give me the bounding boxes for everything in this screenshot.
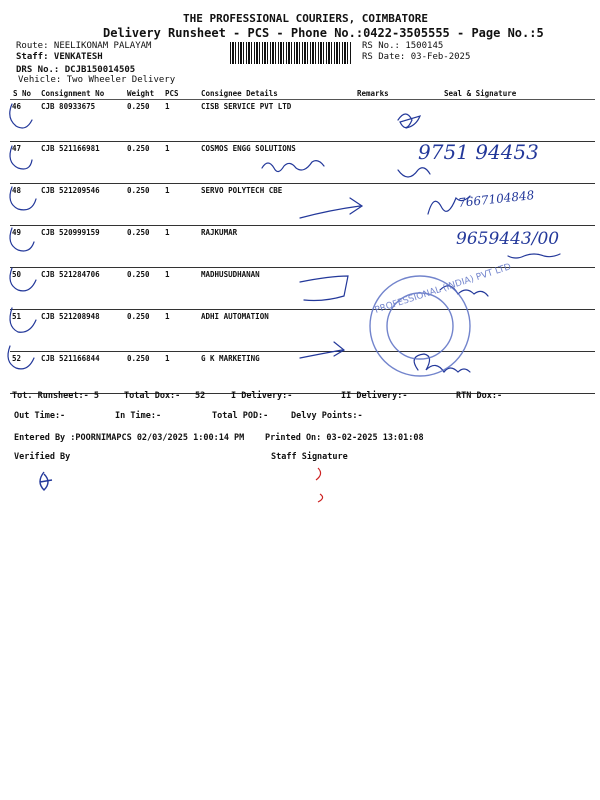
drs-number: DRS No.: DCJB150014505 bbox=[16, 65, 136, 75]
staff-signature-label: Staff Signature bbox=[271, 452, 348, 462]
handwritten-phone: 7667104848 bbox=[457, 188, 535, 210]
row-pcs: 1 bbox=[162, 184, 198, 226]
rtn-dox: RTN Dox:- bbox=[456, 391, 503, 401]
table-row bbox=[10, 268, 595, 310]
row-weight: 0.250 bbox=[124, 268, 162, 310]
staff-signature-mark bbox=[316, 468, 323, 502]
total-dox-value: 52 bbox=[195, 391, 206, 401]
company-title: THE PROFESSIONAL COURIERS, COIMBATORE bbox=[183, 12, 429, 25]
row-sno: 48 bbox=[10, 184, 38, 226]
row-sno: 52 bbox=[10, 352, 38, 394]
row-pcs: 1 bbox=[162, 352, 198, 394]
stamp-text: PROFESSIONAL (INDIA) PVT LTD bbox=[373, 262, 513, 316]
row-consignee: ADHI AUTOMATION bbox=[198, 310, 354, 352]
col-pcs: PCS bbox=[162, 88, 198, 100]
row-pcs: 1 bbox=[162, 100, 198, 142]
row-sno: 50 bbox=[10, 268, 38, 310]
row-consignee: MADHUSUDHANAN bbox=[198, 268, 354, 310]
printed-on: Printed On: 03-02-2025 13:01:08 bbox=[265, 433, 424, 443]
row-consignee: COSMOS ENGG SOLUTIONS bbox=[198, 142, 354, 184]
ii-delivery: II Delivery:- bbox=[341, 391, 408, 401]
row-consignment: CJB 80933675 bbox=[38, 100, 124, 142]
col-consignee: Consignee Details bbox=[198, 88, 354, 100]
tot-runsheet: Tot. Runsheet:- 5 bbox=[12, 391, 99, 401]
row-consignment: CJB 521166844 bbox=[38, 352, 124, 394]
staff-label: Staff: VENKATESH bbox=[16, 52, 103, 62]
row-sno: 51 bbox=[10, 310, 38, 352]
row-consignee: G K MARKETING bbox=[198, 352, 354, 394]
barcode bbox=[230, 42, 352, 64]
row-remarks bbox=[354, 268, 416, 310]
row-weight: 0.250 bbox=[124, 226, 162, 268]
route-label: Route: NEELIKONAM PALAYAM bbox=[16, 41, 152, 51]
row-consignee: CISB SERVICE PVT LTD bbox=[198, 100, 354, 142]
row-pcs: 1 bbox=[162, 142, 198, 184]
row-weight: 0.250 bbox=[124, 352, 162, 394]
vehicle-label: Vehicle: Two Wheeler Delivery bbox=[18, 75, 176, 85]
table-row bbox=[10, 100, 595, 142]
handwritten-phone: 9659443/00 bbox=[456, 229, 560, 249]
col-remarks: Remarks bbox=[354, 88, 416, 100]
verified-by: Verified By bbox=[14, 452, 71, 462]
rs-date: RS Date: 03-Feb-2025 bbox=[362, 52, 471, 62]
delvy-points: Delvy Points:- bbox=[291, 411, 363, 421]
entered-by: Entered By :POORNIMAPCS 02/03/2025 1:00:14 PM bbox=[14, 433, 245, 443]
row-signature bbox=[416, 268, 595, 310]
table-header-row bbox=[10, 88, 595, 100]
row-consignment: CJB 521166981 bbox=[38, 142, 124, 184]
row-remarks bbox=[354, 142, 416, 184]
row-sno: 47 bbox=[10, 142, 38, 184]
row-sno: 49 bbox=[10, 226, 38, 268]
out-time: Out Time:- bbox=[14, 411, 66, 421]
row-consignee: RAJKUMAR bbox=[198, 226, 354, 268]
col-seal-signature: Seal & Signature bbox=[416, 88, 595, 100]
row-consignment: CJB 521208948 bbox=[38, 310, 124, 352]
row-consignee: SERVO POLYTECH CBE bbox=[198, 184, 354, 226]
col-sno: S No bbox=[10, 88, 38, 100]
row-weight: 0.250 bbox=[124, 142, 162, 184]
row-remarks bbox=[354, 226, 416, 268]
row-remarks bbox=[354, 352, 416, 394]
row-remarks bbox=[354, 184, 416, 226]
table-row bbox=[10, 310, 595, 352]
rs-number: RS No.: 1500145 bbox=[362, 41, 444, 51]
footer-ink bbox=[0, 460, 600, 520]
col-consignment: Consignment No bbox=[38, 88, 124, 100]
runsheet-subtitle: Delivery Runsheet - PCS - Phone No.:0422-3505555 - Page No.:5 bbox=[103, 26, 544, 40]
row-weight: 0.250 bbox=[124, 100, 162, 142]
row-sno: 46 bbox=[10, 100, 38, 142]
verifier-signature bbox=[40, 472, 52, 490]
i-delivery: I Delivery:- bbox=[231, 391, 293, 401]
row-pcs: 1 bbox=[162, 226, 198, 268]
row-signature bbox=[416, 100, 595, 142]
row-remarks bbox=[354, 310, 416, 352]
row-pcs: 1 bbox=[162, 268, 198, 310]
row-consignment: CJB 520999159 bbox=[38, 226, 124, 268]
row-pcs: 1 bbox=[162, 310, 198, 352]
col-weight: Weight bbox=[124, 88, 162, 100]
row-weight: 0.250 bbox=[124, 184, 162, 226]
row-consignment: CJB 521209546 bbox=[38, 184, 124, 226]
row-signature bbox=[416, 352, 595, 394]
in-time: In Time:- bbox=[115, 411, 162, 421]
total-pod: Total POD:- bbox=[212, 411, 269, 421]
row-signature bbox=[416, 310, 595, 352]
row-weight: 0.250 bbox=[124, 310, 162, 352]
row-remarks bbox=[354, 100, 416, 142]
handwritten-phone: 9751 94453 bbox=[418, 140, 539, 164]
total-dox-label: Total Dox:- bbox=[124, 391, 181, 401]
table-row bbox=[10, 352, 595, 394]
row-consignment: CJB 521284706 bbox=[38, 268, 124, 310]
